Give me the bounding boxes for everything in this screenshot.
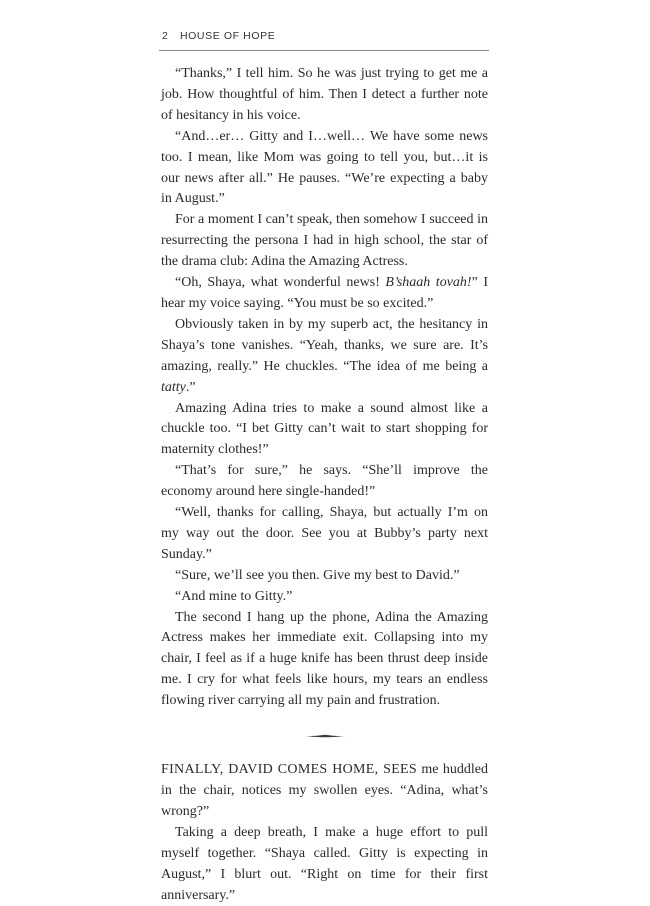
paragraph bbox=[161, 315, 488, 399]
smallcaps-lead-in: FINALLY, DAVID COMES HOME, SEES bbox=[161, 762, 417, 778]
paragraph bbox=[161, 587, 488, 608]
paragraph bbox=[161, 210, 488, 273]
text-run: “Sure, we’ll see you then. Give my best to David.” bbox=[175, 567, 460, 583]
paragraph bbox=[161, 566, 488, 587]
paragraph bbox=[161, 823, 488, 906]
text-run: “And…er… Gitty and I…well… We have some news too. I mean, like Mom was going to tell you, but…it is our news after all.” He pauses. “We’re expecting a baby in August.” bbox=[161, 128, 488, 207]
page-number: 2 bbox=[162, 30, 169, 42]
running-head bbox=[162, 30, 275, 42]
paragraph bbox=[161, 461, 488, 503]
text-run: “And mine to Gitty.” bbox=[175, 588, 293, 604]
text-run: me huddled in the chair, notices my swollen eyes. “Adina, what’s wrong?” bbox=[161, 762, 488, 819]
text-run: “Thanks,” I tell him. So he was just trying to get me a job. How thoughtful of him. Then I detect a further note of hesitancy in his voice. bbox=[161, 66, 488, 123]
text-run: For a moment I can’t speak, then somehow I succeed in resurrecting the persona I had in high school, the star of the drama club: Adina the Amazing Actress. bbox=[161, 212, 488, 270]
italic-text: B’shaah tovah! bbox=[385, 275, 472, 291]
paragraph bbox=[161, 608, 488, 713]
header-rule bbox=[159, 50, 489, 51]
paragraph bbox=[161, 127, 488, 211]
paragraph bbox=[161, 399, 488, 462]
text-run: Obviously taken in by my superb act, the hesitancy in Shaya’s tone vanishes. “Yeah, thanks, we sure are. It’s amazing, really.” He chuckles. “The idea of me being a bbox=[161, 316, 488, 374]
text-run: ” I hear my voice saying. “You must be so excited.” bbox=[161, 275, 488, 311]
text-run: .” bbox=[185, 379, 196, 395]
section-break-swash-icon bbox=[305, 734, 345, 738]
text-run: “That’s for sure,” he says. “She’ll improve the economy around here single-handed!” bbox=[161, 463, 488, 500]
paragraph bbox=[161, 503, 488, 566]
paragraph bbox=[161, 760, 488, 823]
text-run: Amazing Adina tries to make a sound almost like a chuckle too. “I bet Gitty can’t wait to start shopping for maternity clothes!” bbox=[161, 400, 488, 458]
section-one bbox=[161, 64, 488, 712]
book-title: HOUSE OF HOPE bbox=[179, 30, 276, 42]
section-break bbox=[161, 712, 488, 760]
text-run: The second I hang up the phone, Adina the Amazing Actress makes her immediate exit. Collapsing into my chair, I feel as if a huge knife has been thrust deep inside me. I cry for what feels like hours, my tears an endless flowing river carrying all my pain and frustration. bbox=[161, 609, 488, 709]
italic-text: tatty bbox=[161, 379, 186, 395]
section-two bbox=[161, 760, 488, 906]
body-text bbox=[161, 64, 488, 906]
paragraph bbox=[161, 64, 488, 127]
text-run: “Well, thanks for calling, Shaya, but actually I’m on my way out the door. See you at Bubby’s party next Sunday.” bbox=[161, 505, 488, 562]
paragraph bbox=[161, 273, 488, 315]
text-run: “Oh, Shaya, what wonderful news! bbox=[175, 275, 386, 291]
text-run: Taking a deep breath, I make a huge effort to pull myself together. “Shaya called. Gitty is expecting in August,” I blurt out. “Right on time for their first anniversary.” bbox=[161, 824, 488, 903]
